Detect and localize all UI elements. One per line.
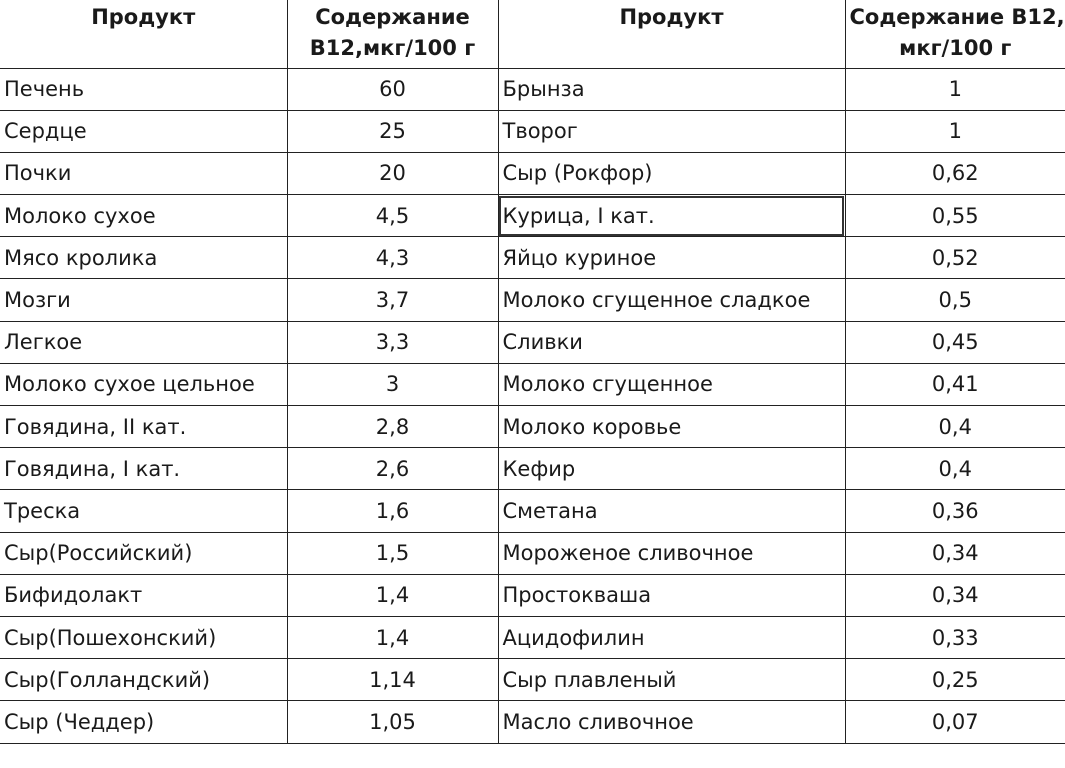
left-product-cell[interactable]: Сыр(Российский): [0, 532, 287, 574]
left-product-cell[interactable]: Молоко сухое цельное: [0, 363, 287, 405]
table-row: [0, 279, 1065, 321]
left-product-cell[interactable]: Бифидолакт: [0, 574, 287, 616]
right-product-cell[interactable]: Сливки: [498, 321, 845, 363]
header-content-right-line1: Содержание В12,: [849, 5, 1065, 29]
right-value-cell[interactable]: 0,4: [845, 448, 1065, 490]
left-product-cell[interactable]: Треска: [0, 490, 287, 532]
right-product-cell[interactable]: Кефир: [498, 448, 845, 490]
header-content-left-line1: Содержание: [315, 5, 470, 29]
left-value-cell[interactable]: 20: [287, 152, 498, 194]
right-product-cell[interactable]: Сметана: [498, 490, 845, 532]
left-value-cell[interactable]: 25: [287, 110, 498, 152]
right-value-cell[interactable]: 1: [845, 110, 1065, 152]
left-value-cell[interactable]: 3,3: [287, 321, 498, 363]
left-product-cell[interactable]: Говядина, II кат.: [0, 406, 287, 448]
header-product-right[interactable]: [498, 0, 845, 68]
right-product-cell[interactable]: Масло сливочное: [498, 701, 845, 743]
left-product-cell[interactable]: Сыр(Пошехонский): [0, 616, 287, 658]
header-content-left[interactable]: [287, 0, 498, 68]
table-row: [0, 659, 1065, 701]
right-product-cell[interactable]: Творог: [498, 110, 845, 152]
left-product-cell[interactable]: Сыр (Чеддер): [0, 701, 287, 743]
selected-cell[interactable]: Курица, I кат.: [498, 195, 845, 237]
header-product-left-label: Продукт: [91, 5, 196, 29]
left-value-cell[interactable]: 1,6: [287, 490, 498, 532]
left-value-cell[interactable]: 60: [287, 68, 498, 110]
table-row: [0, 237, 1065, 279]
right-product-cell[interactable]: Сыр плавленый: [498, 659, 845, 701]
right-value-cell[interactable]: 1: [845, 68, 1065, 110]
right-value-cell[interactable]: 0,45: [845, 321, 1065, 363]
right-product-cell[interactable]: Мороженое сливочное: [498, 532, 845, 574]
table-row: [0, 448, 1065, 490]
header-content-right[interactable]: [845, 0, 1065, 68]
right-product-cell[interactable]: Брынза: [498, 68, 845, 110]
right-product-cell[interactable]: Яйцо куриное: [498, 237, 845, 279]
left-product-cell[interactable]: Мясо кролика: [0, 237, 287, 279]
left-value-cell[interactable]: 1,5: [287, 532, 498, 574]
left-value-cell[interactable]: 4,3: [287, 237, 498, 279]
header-content-left-line2: В12,мкг/100 г: [309, 36, 476, 60]
right-product-cell[interactable]: Молоко сгущенное сладкое: [498, 279, 845, 321]
left-product-cell[interactable]: Легкое: [0, 321, 287, 363]
left-product-cell[interactable]: Мозги: [0, 279, 287, 321]
left-value-cell[interactable]: 2,6: [287, 448, 498, 490]
right-product-cell[interactable]: Ацидофилин: [498, 616, 845, 658]
left-product-cell[interactable]: Сыр(Голландский): [0, 659, 287, 701]
header-product-left[interactable]: [0, 0, 287, 68]
left-value-cell[interactable]: 3: [287, 363, 498, 405]
left-product-cell[interactable]: Печень: [0, 68, 287, 110]
right-product-cell[interactable]: Простокваша: [498, 574, 845, 616]
right-value-cell[interactable]: 0,07: [845, 701, 1065, 743]
right-value-cell[interactable]: 0,41: [845, 363, 1065, 405]
left-value-cell[interactable]: 1,05: [287, 701, 498, 743]
table-row: [0, 616, 1065, 658]
left-product-cell[interactable]: Почки: [0, 152, 287, 194]
table-row: [0, 321, 1065, 363]
table-row: [0, 490, 1065, 532]
right-value-cell[interactable]: 0,4: [845, 406, 1065, 448]
right-product-cell[interactable]: Молоко сгущенное: [498, 363, 845, 405]
left-value-cell[interactable]: 4,5: [287, 195, 498, 237]
table-row: [0, 406, 1065, 448]
right-value-cell[interactable]: 0,52: [845, 237, 1065, 279]
left-value-cell[interactable]: 1,14: [287, 659, 498, 701]
table-row: [0, 532, 1065, 574]
table-row: [0, 574, 1065, 616]
header-product-right-label: Продукт: [619, 5, 724, 29]
right-product-cell[interactable]: Сыр (Рокфор): [498, 152, 845, 194]
left-value-cell[interactable]: 2,8: [287, 406, 498, 448]
table-row: [0, 363, 1065, 405]
table-row: [0, 195, 1065, 237]
table-row: [0, 152, 1065, 194]
right-product-cell[interactable]: Молоко коровье: [498, 406, 845, 448]
header-row: [0, 0, 1065, 68]
right-value-cell[interactable]: 0,25: [845, 659, 1065, 701]
left-product-cell[interactable]: Говядина, I кат.: [0, 448, 287, 490]
right-value-cell[interactable]: 0,36: [845, 490, 1065, 532]
left-product-cell[interactable]: Молоко сухое: [0, 195, 287, 237]
left-value-cell[interactable]: 1,4: [287, 616, 498, 658]
table-row: [0, 68, 1065, 110]
table-row: [0, 110, 1065, 152]
left-value-cell[interactable]: 1,4: [287, 574, 498, 616]
left-value-cell[interactable]: 3,7: [287, 279, 498, 321]
left-product-cell[interactable]: Сердце: [0, 110, 287, 152]
header-content-right-line2: мкг/100 г: [899, 36, 1012, 60]
right-value-cell[interactable]: 0,34: [845, 574, 1065, 616]
right-value-cell[interactable]: 0,33: [845, 616, 1065, 658]
right-value-cell[interactable]: 0,62: [845, 152, 1065, 194]
right-value-cell[interactable]: 0,34: [845, 532, 1065, 574]
right-value-cell[interactable]: 0,55: [845, 195, 1065, 237]
table-row: [0, 701, 1065, 743]
right-value-cell[interactable]: 0,5: [845, 279, 1065, 321]
